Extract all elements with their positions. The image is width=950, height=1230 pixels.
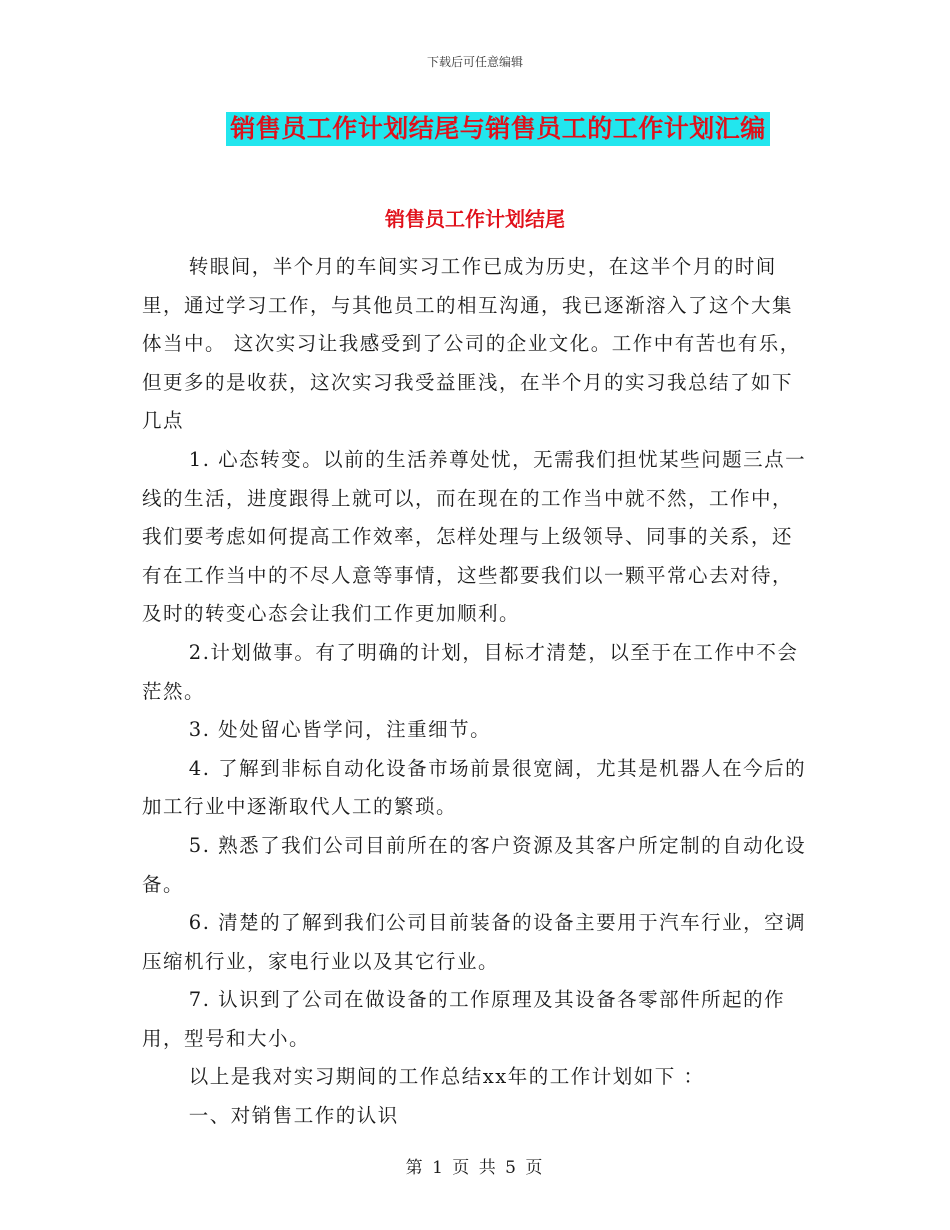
paragraph-item-2: 2.计划做事。有了明确的计划，目标才清楚，以至于在工作中不会茫然。: [142, 640, 799, 703]
header-note: 下载后可任意编辑: [426, 55, 523, 69]
paragraph-intro: 转眼间，半个月的车间实习工作已成为历史，在这半个月的时间里，通过学习工作，与其他员工的相互沟通，我已逐渐溶入了这个大集体当中。 这次实习让我感受到了公司的企业文化。工作中有苦也有乐，但更多的是收获，这次实习我受益匪浅，在半个月的实习我总结了如下几点: [142, 255, 801, 433]
body-text: [142, 248, 808, 1136]
paragraph-summary: 以上是我对实习期间的工作总结xx年的工作计划如下 ：: [188, 1065, 705, 1089]
paragraph-item-6: 6. 清楚的了解到我们公司目前装备的设备主要用于汽车行业，空调压缩机行业，家电行业以及其它行业。: [142, 911, 807, 973]
section-title: 销售员工作计划结尾: [385, 207, 565, 231]
page-footer: 第 1 页 共 5 页: [405, 1158, 545, 1178]
paragraph-item-1: 1. 心态转变。以前的生活养尊处忧，无需我们担忧某些问题三点一线的生活，进度跟得上就可以，而在现在的工作当中就不然，工作中，我们要考虑如何提高工作效率，怎样处理与上级领导、同事的关系，还有在工作当中的不尽人意等事情，这些都要我们以一颗平常心去对待，及时的转变心态会让我们工作更加顺利。: [142, 447, 807, 626]
main-title-container: [0, 112, 950, 146]
paragraph-item-5: 5. 熟悉了我们公司目前所在的客户资源及其客户所定制的自动化设备。: [142, 833, 807, 896]
paragraph-heading-1: 一、对销售工作的认识: [188, 1104, 399, 1128]
paragraph-item-3: 3. 处处留心皆学问，注重细节。: [188, 718, 492, 742]
paragraph-item-4: 4. 了解到非标自动化设备市场前景很宽阔，尤其是机器人在今后的加工行业中逐渐取代人工的繁琐。: [142, 756, 807, 819]
main-title: 销售员工作计划结尾与销售员工的工作计划汇编: [226, 112, 770, 146]
paragraph-item-7: 7. 认识到了公司在做设备的工作原理及其设备各零部件所起的作用，型号和大小。: [142, 988, 786, 1050]
